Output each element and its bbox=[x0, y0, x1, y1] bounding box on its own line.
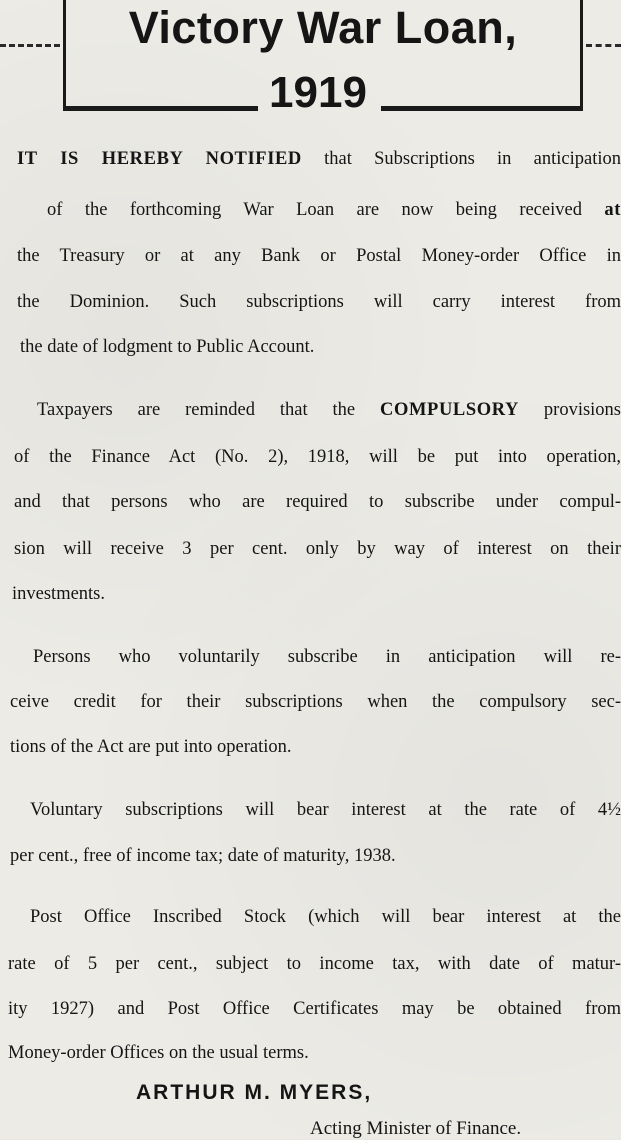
text-run: ceive credit for their subscriptions when the compulsory sec- bbox=[10, 692, 621, 712]
paragraph-4-line-2 bbox=[10, 844, 570, 868]
text-run: Taxpayers are reminded that the bbox=[37, 400, 381, 420]
year-rule-left bbox=[63, 106, 258, 111]
notice-header bbox=[0, 0, 621, 122]
paragraph-1-line-4 bbox=[17, 290, 621, 314]
text-run: Post Office Inscribed Stock (which will bear interest at the bbox=[30, 907, 621, 927]
text-run: the Treasury or at any Bank or Postal Money-order Office in bbox=[17, 246, 621, 266]
bold-text: at bbox=[604, 200, 621, 220]
paragraph-2-line-4 bbox=[14, 537, 621, 561]
text-run: that Subscriptions in anticipation bbox=[301, 149, 621, 169]
text-run: and that persons who are required to subscribe under compul- bbox=[14, 492, 621, 512]
paragraph-1-line-5 bbox=[20, 335, 420, 359]
text-run: rate of 5 per cent., subject to income tax, with date of matur- bbox=[8, 954, 621, 974]
decorative-rule-left bbox=[0, 44, 60, 47]
text-run: the date of lodgment to Public Account. bbox=[20, 337, 315, 357]
paragraph-2-line-1 bbox=[37, 398, 621, 422]
text-run: per cent., free of income tax; date of maturity, 1938. bbox=[10, 846, 396, 866]
signatory-name: ARTHUR M. MYERS, bbox=[136, 1081, 373, 1104]
paragraph-5-line-2 bbox=[8, 952, 621, 976]
bold-text: IT IS HEREBY NOTIFIED bbox=[17, 149, 302, 169]
text-run: Persons who voluntarily subscribe in anticipation will re- bbox=[33, 647, 621, 667]
paragraph-4-line-1 bbox=[30, 798, 621, 822]
text-run: the Dominion. Such subscriptions will carry interest from bbox=[17, 292, 621, 312]
bold-text: COMPULSORY bbox=[380, 400, 520, 420]
paragraph-5-line-3 bbox=[8, 997, 621, 1021]
notice-title: Victory War Loan, bbox=[128, 2, 518, 53]
text-run: provisions bbox=[519, 400, 621, 420]
signatory-title: Acting Minister of Finance. bbox=[310, 1118, 522, 1139]
paragraph-5-line-1 bbox=[30, 905, 621, 929]
decorative-rule-right bbox=[586, 44, 621, 47]
paragraph-1-line-1 bbox=[17, 147, 621, 171]
paragraph-5-line-4 bbox=[8, 1041, 408, 1065]
paragraph-1-line-3 bbox=[17, 244, 621, 268]
paragraph-2-line-2 bbox=[14, 445, 621, 469]
paragraph-3-line-1 bbox=[33, 645, 621, 669]
notice-year: 1919 bbox=[269, 68, 367, 117]
text-run: Voluntary subscriptions will bear interest at the rate of 4½ bbox=[30, 800, 621, 820]
paragraph-2-line-5 bbox=[12, 582, 212, 606]
text-run: investments. bbox=[12, 584, 106, 604]
text-run: ity 1927) and Post Office Certificates may be obtained from bbox=[8, 999, 621, 1019]
text-run: of the Finance Act (No. 2), 1918, will be put into operation, bbox=[14, 447, 621, 467]
text-run: sion will receive 3 per cent. only by way of interest on their bbox=[14, 539, 621, 559]
text-run: of the forthcoming War Loan are now being received bbox=[47, 200, 605, 220]
text-run: Money-order Offices on the usual terms. bbox=[8, 1043, 309, 1063]
text-run: tions of the Act are put into operation. bbox=[10, 737, 292, 757]
paragraph-3-line-3 bbox=[10, 735, 430, 759]
year-row bbox=[63, 68, 583, 116]
paragraph-2-line-3 bbox=[14, 490, 621, 514]
paragraph-3-line-2 bbox=[10, 690, 621, 714]
year-rule-right bbox=[381, 106, 583, 111]
paragraph-1-line-2 bbox=[47, 198, 621, 222]
